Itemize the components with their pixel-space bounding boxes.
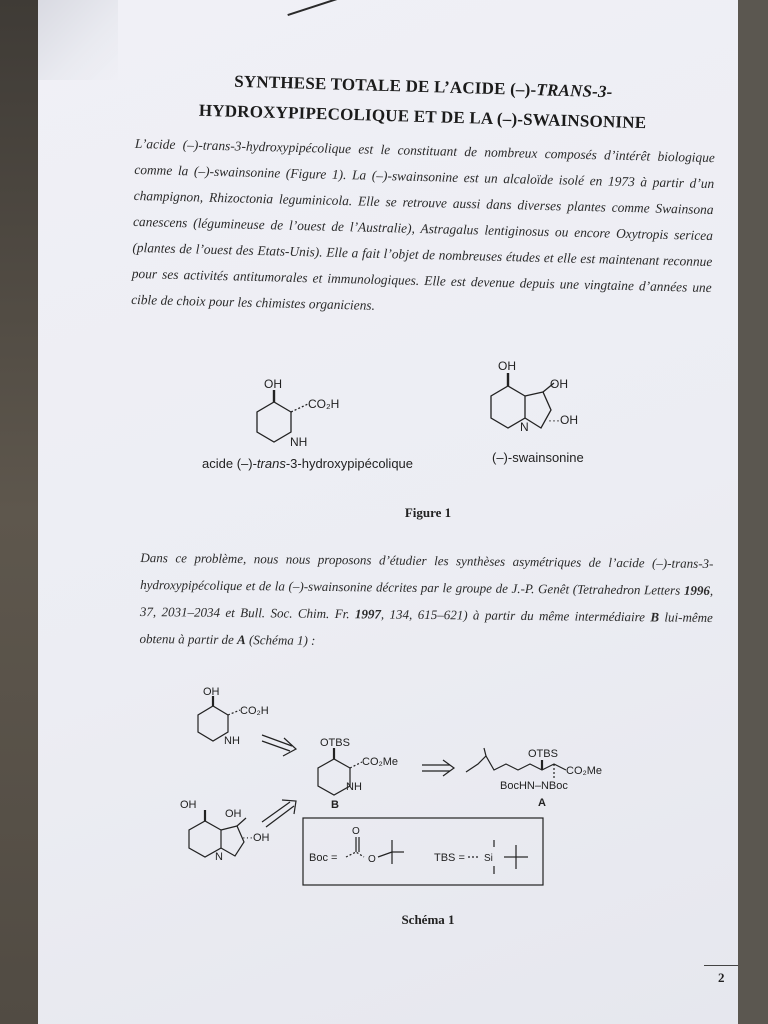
acid-co2h-label: CO₂H (308, 397, 340, 411)
schema-swainsonine-ring5 (221, 826, 244, 856)
document-page (38, 0, 738, 1024)
schema1-caption: Schéma 1 (401, 912, 455, 927)
boc-bond-dashed (346, 852, 364, 857)
intro-paragraph: L’acide (–)-trans-3-hydroxypipécolique est le constituant de nombreux composés d’intérêt biologique comme la (–)-swainsonine (Figure 1). La (–)-swainsonine est un alcaloïde isolé en 1973 à partir d’un champignon, Rhizoctonia leguminicola. Elle se retrouve aussi dans diverses plantes comme Swainsona canescens (légumineuse de l’ouest de l’Australie), Astragalus lentiginosus ou encore Oxytropis sericea (plantes de l’ouest des Etats-Unis). Elle a fait l’objet de nombreuses études et elle est maintenant reconnue pour ses activités antitumorales et immunologiques. Elle est devenue depuis une vingtaine d’années une cible de choix pour les chimistes organiciens. (131, 135, 716, 313)
title-line1-prefix: SYNTHESE TOTALE DE L’ACIDE (–)- (234, 71, 537, 100)
swainsonine-n-label: N (520, 420, 529, 434)
acid-name-label: acide (–)-trans-3-hydroxypipécolique (202, 456, 414, 471)
acid-nh-label: NH (290, 435, 308, 449)
swainsonine-name-label: (–)-swainsonine (492, 450, 584, 465)
boc-o-carbonyl-label: O (352, 826, 360, 837)
schema-b-co2me-bond (350, 762, 362, 768)
schema-acid-nh-label: NH (224, 735, 240, 747)
definitions-box (303, 818, 543, 885)
tbs-definition-label: TBS = (434, 852, 465, 864)
schema-b-nh-label: NH (346, 781, 362, 793)
page-number: 2 (718, 970, 725, 985)
boc-o-c (378, 852, 392, 857)
title-line1-italic: TRANS-3- (536, 80, 613, 102)
schema-swainsonine-n-label: N (215, 851, 223, 863)
problem-paragraph: Dans ce problème, nous nous proposons d’étudier les synthèses asymétriques de l’acide (–)-trans-3-hydroxypipécolique et de la (–)-swainsonine décrites par le groupe de J.-P. Genêt (Tetrahedron Letters 1996, 37, 2031–2034 et Bull. Soc. Chim. Fr. 1997, 134, 615–621) à partir du même intermédiaire B lui-même obtenu à partir de A (Schéma 1) : (139, 550, 714, 648)
acid-oh-label: OH (264, 377, 282, 391)
retro-arrow-1 (262, 735, 296, 756)
schema-a-otbs-label: OTBS (528, 748, 558, 760)
schema-a-methyl (484, 748, 486, 756)
schema-b-otbs-label: OTBS (320, 737, 350, 749)
schema-swainsonine-oh3-label: ···OH (242, 832, 270, 844)
schema-acid-co2h-bond (228, 710, 240, 715)
schema-swainsonine-oh1-label: OH (180, 799, 197, 811)
schema-swainsonine-oh2-label: OH (225, 808, 242, 820)
retro-arrow-3 (422, 760, 454, 776)
schema-a-bochn-label: BocHN–NBoc (500, 780, 568, 792)
schema-b-co2me-label: CO₂Me (362, 756, 399, 768)
schema-acid-co2h-label: CO₂H (240, 705, 269, 717)
swainsonine-oh2-label: OH (550, 377, 568, 391)
schema-a-co2me-label: CO₂Me (566, 765, 603, 777)
boc-definition-label: Boc = (309, 852, 338, 864)
title-line2: HYDROXYPIPECOLIQUE ET DE LA (–)-SWAINSONINE (198, 100, 647, 133)
schema-acid-oh-label: OH (203, 686, 220, 698)
swainsonine-oh1-label: OH (498, 359, 516, 373)
background-surface (0, 0, 38, 1024)
swainsonine-oh3-label: ···OH (548, 413, 578, 427)
acid-ring (257, 402, 291, 442)
figure1-caption: Figure 1 (404, 505, 452, 520)
schema-a-label: A (538, 797, 546, 809)
retro-arrow-2 (262, 800, 296, 827)
boc-o-ester-label: O (368, 854, 376, 865)
tbs-si-label: Si (484, 853, 493, 864)
footer-rule (704, 965, 738, 966)
schema-b-label: B (331, 799, 339, 811)
acid-co2h-bond (291, 404, 308, 412)
